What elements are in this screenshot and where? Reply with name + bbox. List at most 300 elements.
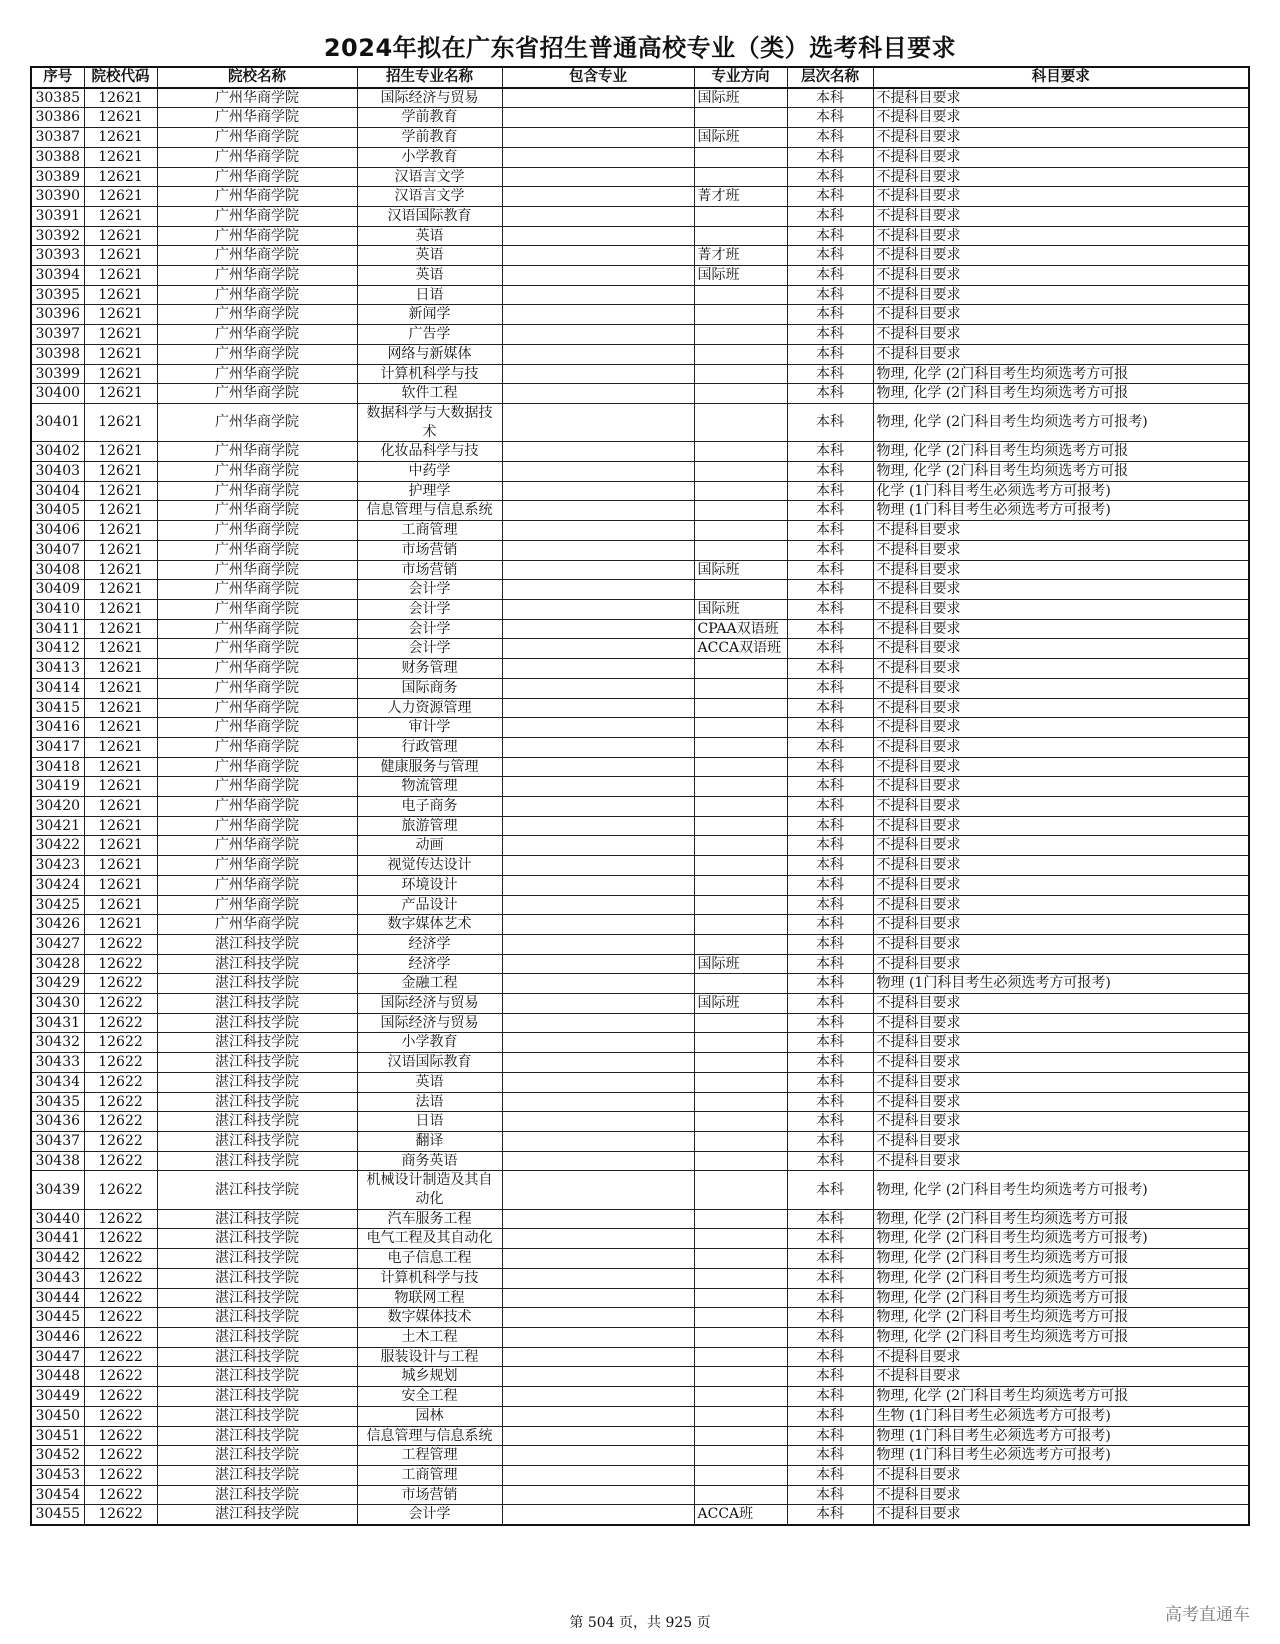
school-name-cell: 广州华商学院	[157, 698, 357, 718]
level-cell: 本科	[787, 1131, 873, 1151]
school-name-cell: 广州华商学院	[157, 206, 357, 226]
level-cell: 本科	[787, 1347, 873, 1367]
school-name-cell: 广州华商学院	[157, 442, 357, 462]
included-majors-cell	[502, 325, 694, 345]
school-code-cell: 12621	[84, 128, 157, 148]
school-name-cell: 湛江科技学院	[157, 1013, 357, 1033]
major-name-cell: 财务管理	[357, 659, 502, 679]
level-cell: 本科	[787, 501, 873, 521]
subject-requirements-cell: 不提科目要求	[873, 777, 1249, 797]
school-code-cell: 12621	[84, 560, 157, 580]
major-direction-cell	[694, 521, 787, 541]
seq-cell: 30447	[31, 1347, 84, 1367]
level-cell: 本科	[787, 147, 873, 167]
subject-requirements-cell: 不提科目要求	[873, 1033, 1249, 1053]
included-majors-cell	[502, 1367, 694, 1387]
major-name-cell: 网络与新媒体	[357, 344, 502, 364]
school-code-cell: 12621	[84, 816, 157, 836]
school-code-cell: 12622	[84, 994, 157, 1014]
table-row	[31, 1406, 1249, 1426]
included-majors-cell	[502, 1387, 694, 1407]
table-row	[31, 797, 1249, 817]
major-direction-cell	[694, 1151, 787, 1171]
major-name-cell: 工商管理	[357, 1465, 502, 1485]
major-direction-cell: ACCA双语班	[694, 639, 787, 659]
major-name-cell: 动画	[357, 836, 502, 856]
major-direction-cell	[694, 1053, 787, 1073]
table-row	[31, 540, 1249, 560]
major-direction-cell	[694, 659, 787, 679]
school-name-cell: 湛江科技学院	[157, 1505, 357, 1525]
major-direction-cell	[694, 856, 787, 876]
level-cell: 本科	[787, 639, 873, 659]
level-cell: 本科	[787, 1426, 873, 1446]
major-name-cell: 法语	[357, 1092, 502, 1112]
subject-requirements-cell: 物理, 化学 (2门科目考生均须选考方可报	[873, 364, 1249, 384]
subject-requirements-cell: 不提科目要求	[873, 797, 1249, 817]
included-majors-cell	[502, 974, 694, 994]
table-row	[31, 737, 1249, 757]
seq-cell: 30439	[31, 1171, 84, 1209]
subject-requirements-cell: 不提科目要求	[873, 285, 1249, 305]
table-row	[31, 1033, 1249, 1053]
seq-cell: 30431	[31, 1013, 84, 1033]
major-name-cell: 审计学	[357, 718, 502, 738]
school-name-cell: 湛江科技学院	[157, 1072, 357, 1092]
major-name-cell: 市场营销	[357, 560, 502, 580]
major-direction-cell: 国际班	[694, 954, 787, 974]
included-majors-cell	[502, 777, 694, 797]
seq-cell: 30452	[31, 1446, 84, 1466]
seq-cell: 30411	[31, 619, 84, 639]
seq-cell: 30416	[31, 718, 84, 738]
table-row	[31, 1268, 1249, 1288]
included-majors-cell	[502, 757, 694, 777]
major-direction-cell	[694, 1033, 787, 1053]
level-cell: 本科	[787, 698, 873, 718]
table-row	[31, 659, 1249, 679]
subject-requirements-cell: 不提科目要求	[873, 108, 1249, 128]
table-row	[31, 344, 1249, 364]
table-row	[31, 777, 1249, 797]
subject-requirements-cell: 不提科目要求	[873, 1112, 1249, 1132]
school-name-cell: 广州华商学院	[157, 344, 357, 364]
included-majors-cell	[502, 521, 694, 541]
seq-cell: 30394	[31, 266, 84, 286]
major-name-cell: 机械设计制造及其自动化	[357, 1171, 502, 1209]
school-code-cell: 12621	[84, 836, 157, 856]
major-direction-cell	[694, 1013, 787, 1033]
major-name-cell: 旅游管理	[357, 816, 502, 836]
school-name-cell: 湛江科技学院	[157, 1328, 357, 1348]
seq-cell: 30390	[31, 187, 84, 207]
major-direction-cell	[694, 1072, 787, 1092]
table-row	[31, 108, 1249, 128]
included-majors-cell	[502, 1209, 694, 1229]
subject-requirements-cell: 物理, 化学 (2门科目考生均须选考方可报考)	[873, 1171, 1249, 1209]
level-cell: 本科	[787, 895, 873, 915]
school-code-cell: 12621	[84, 540, 157, 560]
subject-requirements-cell: 物理, 化学 (2门科目考生均须选考方可报	[873, 462, 1249, 482]
seq-cell: 30451	[31, 1426, 84, 1446]
table-header-row	[31, 67, 1249, 88]
included-majors-cell	[502, 1328, 694, 1348]
school-name-cell: 湛江科技学院	[157, 934, 357, 954]
major-direction-cell: 国际班	[694, 88, 787, 108]
school-code-cell: 12621	[84, 718, 157, 738]
school-name-cell: 广州华商学院	[157, 167, 357, 187]
major-direction-cell	[694, 1485, 787, 1505]
major-direction-cell	[694, 344, 787, 364]
subject-requirements-cell: 不提科目要求	[873, 521, 1249, 541]
major-direction-cell	[694, 384, 787, 404]
level-cell: 本科	[787, 737, 873, 757]
major-name-cell: 新闻学	[357, 305, 502, 325]
major-direction-cell	[694, 915, 787, 935]
table-row	[31, 187, 1249, 207]
school-code-cell: 12621	[84, 108, 157, 128]
school-code-cell: 12621	[84, 206, 157, 226]
major-direction-cell	[694, 1387, 787, 1407]
subject-requirements-cell: 不提科目要求	[873, 895, 1249, 915]
school-name-cell: 广州华商学院	[157, 757, 357, 777]
subject-requirements-cell: 不提科目要求	[873, 599, 1249, 619]
included-majors-cell	[502, 364, 694, 384]
major-name-cell: 日语	[357, 1112, 502, 1132]
school-code-cell: 12621	[84, 639, 157, 659]
included-majors-cell	[502, 1465, 694, 1485]
school-code-cell: 12622	[84, 1465, 157, 1485]
school-name-cell: 广州华商学院	[157, 462, 357, 482]
table-row	[31, 1308, 1249, 1328]
included-majors-cell	[502, 718, 694, 738]
seq-cell: 30401	[31, 403, 84, 441]
major-name-cell: 信息管理与信息系统	[357, 501, 502, 521]
subject-requirements-cell: 物理, 化学 (2门科目考生均须选考方可报	[873, 1249, 1249, 1269]
seq-cell: 30450	[31, 1406, 84, 1426]
seq-cell: 30421	[31, 816, 84, 836]
school-name-cell: 湛江科技学院	[157, 1387, 357, 1407]
school-name-cell: 广州华商学院	[157, 521, 357, 541]
school-code-cell: 12621	[84, 619, 157, 639]
school-code-cell: 12622	[84, 1092, 157, 1112]
major-direction-cell	[694, 462, 787, 482]
seq-cell: 30445	[31, 1308, 84, 1328]
seq-cell: 30409	[31, 580, 84, 600]
table-row	[31, 1072, 1249, 1092]
table-row	[31, 816, 1249, 836]
table-row	[31, 1505, 1249, 1525]
major-direction-cell	[694, 1249, 787, 1269]
school-name-cell: 广州华商学院	[157, 580, 357, 600]
seq-cell: 30432	[31, 1033, 84, 1053]
school-code-cell: 12621	[84, 580, 157, 600]
major-direction-cell	[694, 757, 787, 777]
seq-cell: 30397	[31, 325, 84, 345]
major-direction-cell: 国际班	[694, 266, 787, 286]
major-name-cell: 经济学	[357, 954, 502, 974]
school-name-cell: 湛江科技学院	[157, 1033, 357, 1053]
subject-requirements-cell: 不提科目要求	[873, 994, 1249, 1014]
included-majors-cell	[502, 540, 694, 560]
major-name-cell: 英语	[357, 266, 502, 286]
seq-cell: 30403	[31, 462, 84, 482]
table-row	[31, 560, 1249, 580]
major-direction-cell	[694, 1229, 787, 1249]
subject-requirements-cell: 不提科目要求	[873, 1131, 1249, 1151]
seq-cell: 30385	[31, 88, 84, 108]
subject-requirements-cell: 物理, 化学 (2门科目考生均须选考方可报考)	[873, 403, 1249, 441]
school-code-cell: 12621	[84, 678, 157, 698]
school-name-cell: 湛江科技学院	[157, 1171, 357, 1209]
seq-cell: 30407	[31, 540, 84, 560]
major-direction-cell	[694, 325, 787, 345]
included-majors-cell	[502, 305, 694, 325]
seq-cell: 30435	[31, 1092, 84, 1112]
major-direction-cell	[694, 698, 787, 718]
seq-cell: 30425	[31, 895, 84, 915]
subject-requirements-cell: 物理 (1门科目考生必须选考方可报考)	[873, 1446, 1249, 1466]
seq-cell: 30391	[31, 206, 84, 226]
level-cell: 本科	[787, 108, 873, 128]
level-cell: 本科	[787, 1053, 873, 1073]
level-cell: 本科	[787, 167, 873, 187]
major-name-cell: 国际经济与贸易	[357, 88, 502, 108]
school-name-cell: 广州华商学院	[157, 659, 357, 679]
subject-requirements-cell: 物理, 化学 (2门科目考生均须选考方可报考)	[873, 1229, 1249, 1249]
seq-cell: 30455	[31, 1505, 84, 1525]
school-code-cell: 12621	[84, 659, 157, 679]
seq-cell: 30428	[31, 954, 84, 974]
school-name-cell: 湛江科技学院	[157, 1347, 357, 1367]
school-code-cell: 12621	[84, 501, 157, 521]
major-name-cell: 汉语言文学	[357, 187, 502, 207]
major-name-cell: 软件工程	[357, 384, 502, 404]
school-code-cell: 12622	[84, 954, 157, 974]
level-cell: 本科	[787, 246, 873, 266]
included-majors-cell	[502, 167, 694, 187]
table-row	[31, 1426, 1249, 1446]
school-name-cell: 广州华商学院	[157, 836, 357, 856]
school-code-cell: 12621	[84, 481, 157, 501]
included-majors-cell	[502, 462, 694, 482]
subject-requirements-cell: 不提科目要求	[873, 187, 1249, 207]
included-majors-cell	[502, 226, 694, 246]
major-direction-cell	[694, 1092, 787, 1112]
table-row	[31, 266, 1249, 286]
school-code-cell: 12621	[84, 167, 157, 187]
major-direction-cell	[694, 974, 787, 994]
school-name-cell: 湛江科技学院	[157, 1053, 357, 1073]
seq-cell: 30414	[31, 678, 84, 698]
major-name-cell: 数字媒体艺术	[357, 915, 502, 935]
level-cell: 本科	[787, 560, 873, 580]
seq-cell: 30440	[31, 1209, 84, 1229]
major-direction-cell	[694, 718, 787, 738]
level-cell: 本科	[787, 619, 873, 639]
subject-requirements-cell: 物理, 化学 (2门科目考生均须选考方可报	[873, 1209, 1249, 1229]
table-row	[31, 442, 1249, 462]
level-cell: 本科	[787, 384, 873, 404]
included-majors-cell	[502, 481, 694, 501]
major-direction-cell	[694, 1268, 787, 1288]
major-direction-cell	[694, 934, 787, 954]
header-seq: 序号	[31, 67, 84, 88]
table-row	[31, 128, 1249, 148]
school-code-cell: 12621	[84, 344, 157, 364]
subject-requirements-cell: 不提科目要求	[873, 816, 1249, 836]
subject-requirements-cell: 不提科目要求	[873, 659, 1249, 679]
header-subject-requirements: 科目要求	[873, 67, 1249, 88]
included-majors-cell	[502, 88, 694, 108]
level-cell: 本科	[787, 364, 873, 384]
school-name-cell: 广州华商学院	[157, 285, 357, 305]
major-name-cell: 汉语国际教育	[357, 206, 502, 226]
major-name-cell: 物联网工程	[357, 1288, 502, 1308]
school-name-cell: 湛江科技学院	[157, 1465, 357, 1485]
school-code-cell: 12622	[84, 1505, 157, 1525]
level-cell: 本科	[787, 1249, 873, 1269]
seq-cell: 30419	[31, 777, 84, 797]
school-name-cell: 广州华商学院	[157, 797, 357, 817]
level-cell: 本科	[787, 777, 873, 797]
seq-cell: 30415	[31, 698, 84, 718]
table-row	[31, 1347, 1249, 1367]
school-code-cell: 12622	[84, 1209, 157, 1229]
included-majors-cell	[502, 678, 694, 698]
school-code-cell: 12622	[84, 1131, 157, 1151]
school-code-cell: 12622	[84, 1033, 157, 1053]
table-row	[31, 384, 1249, 404]
subject-requirements-cell: 物理, 化学 (2门科目考生均须选考方可报	[873, 1308, 1249, 1328]
seq-cell: 30444	[31, 1288, 84, 1308]
seq-cell: 30392	[31, 226, 84, 246]
major-name-cell: 国际经济与贸易	[357, 1013, 502, 1033]
subject-requirements-cell: 物理, 化学 (2门科目考生均须选考方可报	[873, 1328, 1249, 1348]
level-cell: 本科	[787, 1328, 873, 1348]
major-direction-cell: 国际班	[694, 599, 787, 619]
included-majors-cell	[502, 128, 694, 148]
school-name-cell: 广州华商学院	[157, 639, 357, 659]
level-cell: 本科	[787, 1308, 873, 1328]
seq-cell: 30430	[31, 994, 84, 1014]
major-name-cell: 电子商务	[357, 797, 502, 817]
included-majors-cell	[502, 403, 694, 441]
table-row	[31, 678, 1249, 698]
major-direction-cell: 菁才班	[694, 187, 787, 207]
school-code-cell: 12621	[84, 856, 157, 876]
subject-requirements-cell: 不提科目要求	[873, 325, 1249, 345]
level-cell: 本科	[787, 1505, 873, 1525]
major-direction-cell	[694, 481, 787, 501]
school-name-cell: 广州华商学院	[157, 915, 357, 935]
level-cell: 本科	[787, 403, 873, 441]
seq-cell: 30437	[31, 1131, 84, 1151]
included-majors-cell	[502, 206, 694, 226]
included-majors-cell	[502, 856, 694, 876]
school-code-cell: 12622	[84, 1347, 157, 1367]
header-level: 层次名称	[787, 67, 873, 88]
school-name-cell: 湛江科技学院	[157, 1112, 357, 1132]
included-majors-cell	[502, 934, 694, 954]
school-code-cell: 12622	[84, 1268, 157, 1288]
table-row	[31, 1112, 1249, 1132]
included-majors-cell	[502, 501, 694, 521]
school-code-cell: 12621	[84, 305, 157, 325]
major-name-cell: 安全工程	[357, 1387, 502, 1407]
major-name-cell: 工程管理	[357, 1446, 502, 1466]
school-code-cell: 12621	[84, 364, 157, 384]
school-name-cell: 广州华商学院	[157, 187, 357, 207]
table-row	[31, 1092, 1249, 1112]
seq-cell: 30387	[31, 128, 84, 148]
school-code-cell: 12621	[84, 599, 157, 619]
school-name-cell: 湛江科技学院	[157, 1092, 357, 1112]
seq-cell: 30410	[31, 599, 84, 619]
subject-requirements-cell: 不提科目要求	[873, 718, 1249, 738]
subject-requirements-cell: 物理, 化学 (2门科目考生均须选考方可报	[873, 1288, 1249, 1308]
subject-requirements-cell: 不提科目要求	[873, 167, 1249, 187]
major-direction-cell	[694, 1112, 787, 1132]
table-row	[31, 580, 1249, 600]
level-cell: 本科	[787, 1151, 873, 1171]
included-majors-cell	[502, 1406, 694, 1426]
major-name-cell: 数据科学与大数据技术	[357, 403, 502, 441]
level-cell: 本科	[787, 206, 873, 226]
major-direction-cell	[694, 403, 787, 441]
school-name-cell: 广州华商学院	[157, 364, 357, 384]
level-cell: 本科	[787, 954, 873, 974]
table-row	[31, 501, 1249, 521]
table-row	[31, 954, 1249, 974]
major-name-cell: 会计学	[357, 639, 502, 659]
major-direction-cell	[694, 206, 787, 226]
major-name-cell: 汉语国际教育	[357, 1053, 502, 1073]
major-direction-cell	[694, 1347, 787, 1367]
major-name-cell: 电气工程及其自动化	[357, 1229, 502, 1249]
school-name-cell: 湛江科技学院	[157, 1485, 357, 1505]
subject-requirements-cell: 不提科目要求	[873, 698, 1249, 718]
school-code-cell: 12622	[84, 1367, 157, 1387]
included-majors-cell	[502, 659, 694, 679]
level-cell: 本科	[787, 659, 873, 679]
table-row	[31, 1053, 1249, 1073]
school-code-cell: 12622	[84, 1151, 157, 1171]
included-majors-cell	[502, 954, 694, 974]
level-cell: 本科	[787, 128, 873, 148]
table-row	[31, 1131, 1249, 1151]
table-row	[31, 994, 1249, 1014]
major-name-cell: 日语	[357, 285, 502, 305]
school-code-cell: 12622	[84, 1387, 157, 1407]
major-name-cell: 健康服务与管理	[357, 757, 502, 777]
included-majors-cell	[502, 797, 694, 817]
major-direction-cell	[694, 1209, 787, 1229]
major-direction-cell	[694, 777, 787, 797]
level-cell: 本科	[787, 1013, 873, 1033]
table-row	[31, 1209, 1249, 1229]
school-code-cell: 12621	[84, 266, 157, 286]
table-row	[31, 757, 1249, 777]
school-code-cell: 12621	[84, 384, 157, 404]
school-code-cell: 12621	[84, 777, 157, 797]
school-name-cell: 广州华商学院	[157, 619, 357, 639]
seq-cell: 30443	[31, 1268, 84, 1288]
school-name-cell: 广州华商学院	[157, 560, 357, 580]
major-direction-cell	[694, 540, 787, 560]
subject-requirements-cell: 不提科目要求	[873, 1485, 1249, 1505]
major-name-cell: 电子信息工程	[357, 1249, 502, 1269]
